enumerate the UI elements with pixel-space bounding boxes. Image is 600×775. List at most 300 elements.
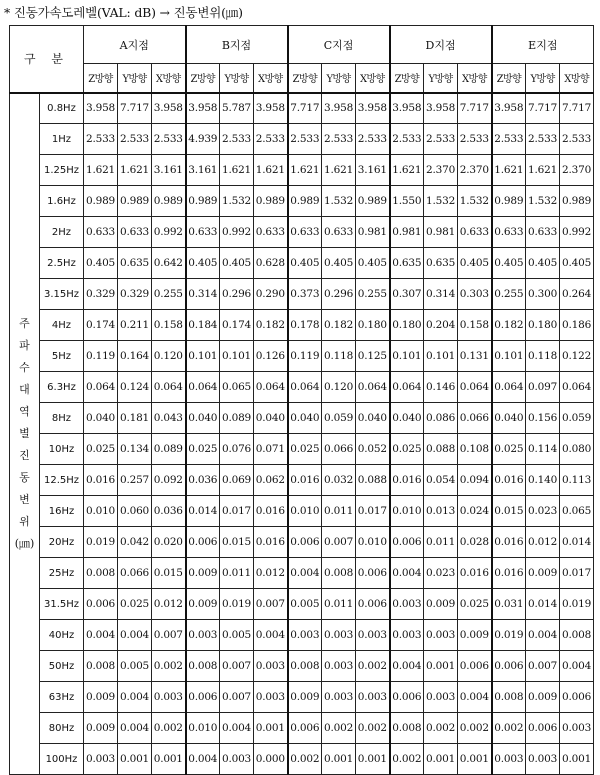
value-cell: 0.992 bbox=[560, 217, 594, 248]
value-cell: 0.006 bbox=[356, 589, 390, 620]
value-cell: 0.101 bbox=[186, 341, 220, 372]
value-cell: 0.628 bbox=[254, 248, 288, 279]
value-cell: 0.635 bbox=[118, 248, 152, 279]
value-cell: 0.373 bbox=[288, 279, 322, 310]
direction-header-c-z: Z방향 bbox=[288, 64, 322, 93]
direction-header-a-z: Z방향 bbox=[84, 64, 118, 93]
value-cell: 0.134 bbox=[118, 434, 152, 465]
value-cell: 0.989 bbox=[560, 186, 594, 217]
value-cell: 0.182 bbox=[254, 310, 288, 341]
value-cell: 0.174 bbox=[84, 310, 118, 341]
value-cell: 0.060 bbox=[118, 496, 152, 527]
value-cell: 0.019 bbox=[492, 620, 526, 651]
value-cell: 0.016 bbox=[84, 465, 118, 496]
frequency-band-label-char: 수 bbox=[19, 360, 30, 374]
value-cell: 0.178 bbox=[288, 310, 322, 341]
value-cell: 0.126 bbox=[254, 341, 288, 372]
value-cell: 7.717 bbox=[118, 93, 152, 124]
value-cell: 0.992 bbox=[152, 217, 186, 248]
frequency-band-label-char: 별 bbox=[19, 426, 30, 440]
value-cell: 0.003 bbox=[356, 620, 390, 651]
table-row bbox=[10, 558, 594, 589]
value-cell: 0.405 bbox=[526, 248, 560, 279]
value-cell: 0.004 bbox=[118, 620, 152, 651]
value-cell: 0.019 bbox=[84, 527, 118, 558]
direction-header-e-z: Z방향 bbox=[492, 64, 526, 93]
value-cell: 0.064 bbox=[390, 372, 424, 403]
value-cell: 0.010 bbox=[186, 713, 220, 744]
value-cell: 0.064 bbox=[458, 372, 492, 403]
table-row bbox=[10, 527, 594, 558]
direction-header-a-y: Y방향 bbox=[118, 64, 152, 93]
value-cell: 0.013 bbox=[424, 496, 458, 527]
value-cell: 0.025 bbox=[84, 434, 118, 465]
value-cell: 0.003 bbox=[322, 682, 356, 713]
value-cell: 0.211 bbox=[118, 310, 152, 341]
value-cell: 0.006 bbox=[560, 682, 594, 713]
value-cell: 0.004 bbox=[118, 682, 152, 713]
value-cell: 0.007 bbox=[254, 589, 288, 620]
value-cell: 0.002 bbox=[458, 713, 492, 744]
value-cell: 0.004 bbox=[526, 620, 560, 651]
frequency-band-label-char: 대 bbox=[19, 382, 30, 396]
value-cell: 0.008 bbox=[560, 620, 594, 651]
value-cell: 0.064 bbox=[560, 372, 594, 403]
frequency-cell: 8Hz bbox=[40, 403, 84, 434]
value-cell: 1.532 bbox=[220, 186, 254, 217]
direction-header-b-z: Z방향 bbox=[186, 64, 220, 93]
table-row bbox=[10, 372, 594, 403]
value-cell: 0.004 bbox=[84, 620, 118, 651]
frequency-band-label-char: 변 bbox=[19, 492, 30, 506]
direction-header-e-y: Y방향 bbox=[526, 64, 560, 93]
value-cell: 0.008 bbox=[390, 713, 424, 744]
value-cell: 0.113 bbox=[560, 465, 594, 496]
value-cell: 0.004 bbox=[390, 558, 424, 589]
value-cell: 0.040 bbox=[356, 403, 390, 434]
value-cell: 0.025 bbox=[186, 434, 220, 465]
value-cell: 0.007 bbox=[220, 682, 254, 713]
frequency-cell: 100Hz bbox=[40, 744, 84, 775]
value-cell: 0.002 bbox=[356, 651, 390, 682]
point-header-c: C지점 bbox=[288, 26, 390, 64]
value-cell: 0.003 bbox=[322, 620, 356, 651]
value-cell: 0.003 bbox=[152, 682, 186, 713]
value-cell: 0.017 bbox=[560, 558, 594, 589]
table-row bbox=[10, 744, 594, 775]
frequency-cell: 20Hz bbox=[40, 527, 84, 558]
direction-header-d-x: X방향 bbox=[458, 64, 492, 93]
table-row bbox=[10, 434, 594, 465]
value-cell: 0.633 bbox=[526, 217, 560, 248]
value-cell: 0.040 bbox=[84, 403, 118, 434]
value-cell: 0.303 bbox=[458, 279, 492, 310]
value-cell: 0.981 bbox=[390, 217, 424, 248]
value-cell: 0.633 bbox=[492, 217, 526, 248]
value-cell: 0.036 bbox=[186, 465, 220, 496]
value-cell: 0.119 bbox=[84, 341, 118, 372]
value-cell: 0.001 bbox=[356, 744, 390, 775]
value-cell: 0.002 bbox=[492, 713, 526, 744]
value-cell: 0.004 bbox=[390, 651, 424, 682]
value-cell: 0.004 bbox=[254, 620, 288, 651]
value-cell: 0.004 bbox=[118, 713, 152, 744]
value-cell: 0.031 bbox=[492, 589, 526, 620]
table-row bbox=[10, 651, 594, 682]
value-cell: 0.405 bbox=[220, 248, 254, 279]
frequency-band-label-char: 주 bbox=[19, 316, 30, 330]
value-cell: 2.533 bbox=[492, 124, 526, 155]
header-row-points bbox=[10, 26, 594, 64]
value-cell: 0.182 bbox=[322, 310, 356, 341]
value-cell: 0.635 bbox=[424, 248, 458, 279]
value-cell: 1.621 bbox=[288, 155, 322, 186]
value-cell: 0.025 bbox=[492, 434, 526, 465]
value-cell: 0.181 bbox=[118, 403, 152, 434]
value-cell: 3.958 bbox=[84, 93, 118, 124]
value-cell: 0.009 bbox=[288, 682, 322, 713]
value-cell: 0.028 bbox=[458, 527, 492, 558]
value-cell: 0.040 bbox=[390, 403, 424, 434]
value-cell: 0.016 bbox=[492, 465, 526, 496]
frequency-cell: 6.3Hz bbox=[40, 372, 84, 403]
table-row bbox=[10, 403, 594, 434]
value-cell: 0.006 bbox=[186, 527, 220, 558]
value-cell: 3.958 bbox=[424, 93, 458, 124]
value-cell: 0.054 bbox=[424, 465, 458, 496]
value-cell: 0.158 bbox=[458, 310, 492, 341]
value-cell: 0.405 bbox=[458, 248, 492, 279]
table-row bbox=[10, 341, 594, 372]
value-cell: 0.007 bbox=[526, 651, 560, 682]
value-cell: 0.003 bbox=[254, 682, 288, 713]
value-cell: 0.255 bbox=[492, 279, 526, 310]
value-cell: 0.001 bbox=[424, 744, 458, 775]
value-cell: 0.003 bbox=[288, 620, 322, 651]
value-cell: 7.717 bbox=[288, 93, 322, 124]
frequency-cell: 12.5Hz bbox=[40, 465, 84, 496]
value-cell: 0.006 bbox=[186, 682, 220, 713]
value-cell: 0.981 bbox=[356, 217, 390, 248]
value-cell: 0.016 bbox=[254, 527, 288, 558]
table-row bbox=[10, 713, 594, 744]
value-cell: 2.533 bbox=[356, 124, 390, 155]
value-cell: 0.001 bbox=[118, 744, 152, 775]
table-row bbox=[10, 620, 594, 651]
vibration-displacement-table bbox=[9, 25, 594, 775]
value-cell: 0.025 bbox=[118, 589, 152, 620]
table-row bbox=[10, 310, 594, 341]
value-cell: 0.005 bbox=[220, 620, 254, 651]
frequency-cell: 2Hz bbox=[40, 217, 84, 248]
value-cell: 0.012 bbox=[152, 589, 186, 620]
value-cell: 0.329 bbox=[118, 279, 152, 310]
value-cell: 0.003 bbox=[84, 744, 118, 775]
frequency-band-label-char: 위 bbox=[19, 514, 30, 528]
value-cell: 0.296 bbox=[220, 279, 254, 310]
value-cell: 0.064 bbox=[186, 372, 220, 403]
value-cell: 0.633 bbox=[458, 217, 492, 248]
value-cell: 0.633 bbox=[254, 217, 288, 248]
frequency-cell: 63Hz bbox=[40, 682, 84, 713]
value-cell: 0.014 bbox=[560, 527, 594, 558]
value-cell: 0.989 bbox=[84, 186, 118, 217]
value-cell: 0.118 bbox=[322, 341, 356, 372]
table-row bbox=[10, 217, 594, 248]
value-cell: 0.066 bbox=[322, 434, 356, 465]
value-cell: 0.101 bbox=[492, 341, 526, 372]
value-cell: 1.621 bbox=[526, 155, 560, 186]
value-cell: 2.533 bbox=[288, 124, 322, 155]
value-cell: 0.023 bbox=[526, 496, 560, 527]
value-cell: 0.005 bbox=[118, 651, 152, 682]
value-cell: 1.621 bbox=[492, 155, 526, 186]
frequency-band-label-char: (㎛) bbox=[14, 536, 35, 550]
value-cell: 0.004 bbox=[220, 713, 254, 744]
value-cell: 0.255 bbox=[356, 279, 390, 310]
value-cell: 0.290 bbox=[254, 279, 288, 310]
value-cell: 0.089 bbox=[220, 403, 254, 434]
point-header-a: A지점 bbox=[84, 26, 186, 64]
value-cell: 7.717 bbox=[560, 93, 594, 124]
value-cell: 0.001 bbox=[152, 744, 186, 775]
value-cell: 1.621 bbox=[84, 155, 118, 186]
table-row bbox=[10, 248, 594, 279]
value-cell: 0.069 bbox=[220, 465, 254, 496]
value-cell: 0.158 bbox=[152, 310, 186, 341]
value-cell: 0.174 bbox=[220, 310, 254, 341]
value-cell: 1.621 bbox=[254, 155, 288, 186]
value-cell: 0.064 bbox=[84, 372, 118, 403]
frequency-band-label-char: 역 bbox=[19, 404, 30, 418]
value-cell: 0.257 bbox=[118, 465, 152, 496]
value-cell: 3.161 bbox=[186, 155, 220, 186]
value-cell: 3.958 bbox=[322, 93, 356, 124]
value-cell: 0.006 bbox=[390, 682, 424, 713]
frequency-cell: 1Hz bbox=[40, 124, 84, 155]
value-cell: 0.097 bbox=[526, 372, 560, 403]
value-cell: 0.006 bbox=[288, 527, 322, 558]
value-cell: 0.012 bbox=[526, 527, 560, 558]
value-cell: 0.015 bbox=[492, 496, 526, 527]
value-cell: 0.015 bbox=[220, 527, 254, 558]
value-cell: 0.006 bbox=[458, 651, 492, 682]
value-cell: 0.156 bbox=[526, 403, 560, 434]
value-cell: 0.014 bbox=[526, 589, 560, 620]
value-cell: 0.405 bbox=[356, 248, 390, 279]
value-cell: 2.533 bbox=[220, 124, 254, 155]
value-cell: 0.001 bbox=[254, 713, 288, 744]
value-cell: 0.094 bbox=[458, 465, 492, 496]
value-cell: 0.101 bbox=[390, 341, 424, 372]
value-cell: 1.550 bbox=[390, 186, 424, 217]
value-cell: 0.140 bbox=[526, 465, 560, 496]
table-row bbox=[10, 279, 594, 310]
corner-header: 구 분 bbox=[10, 26, 84, 93]
frequency-band-label-char: 파 bbox=[19, 338, 30, 352]
value-cell: 0.003 bbox=[356, 682, 390, 713]
frequency-cell: 2.5Hz bbox=[40, 248, 84, 279]
value-cell: 0.003 bbox=[492, 744, 526, 775]
value-cell: 0.118 bbox=[526, 341, 560, 372]
value-cell: 0.059 bbox=[560, 403, 594, 434]
value-cell: 0.007 bbox=[220, 651, 254, 682]
value-cell: 0.010 bbox=[84, 496, 118, 527]
value-cell: 0.007 bbox=[322, 527, 356, 558]
value-cell: 0.006 bbox=[356, 558, 390, 589]
value-cell: 0.314 bbox=[424, 279, 458, 310]
value-cell: 0.006 bbox=[390, 527, 424, 558]
value-cell: 0.004 bbox=[458, 682, 492, 713]
value-cell: 0.009 bbox=[84, 682, 118, 713]
value-cell: 3.958 bbox=[186, 93, 220, 124]
value-cell: 1.532 bbox=[424, 186, 458, 217]
table-row bbox=[10, 186, 594, 217]
value-cell: 0.989 bbox=[356, 186, 390, 217]
value-cell: 0.989 bbox=[288, 186, 322, 217]
value-cell: 0.001 bbox=[424, 651, 458, 682]
value-cell: 0.642 bbox=[152, 248, 186, 279]
value-cell: 0.016 bbox=[492, 527, 526, 558]
value-cell: 0.003 bbox=[322, 651, 356, 682]
value-cell: 0.405 bbox=[84, 248, 118, 279]
value-cell: 0.180 bbox=[390, 310, 424, 341]
value-cell: 0.025 bbox=[458, 589, 492, 620]
direction-header-d-y: Y방향 bbox=[424, 64, 458, 93]
value-cell: 0.010 bbox=[356, 527, 390, 558]
value-cell: 1.532 bbox=[322, 186, 356, 217]
value-cell: 0.005 bbox=[288, 589, 322, 620]
direction-header-c-y: Y방향 bbox=[322, 64, 356, 93]
direction-header-c-x: X방향 bbox=[356, 64, 390, 93]
frequency-cell: 5Hz bbox=[40, 341, 84, 372]
value-cell: 0.008 bbox=[84, 651, 118, 682]
value-cell: 0.003 bbox=[186, 620, 220, 651]
value-cell: 0.000 bbox=[254, 744, 288, 775]
value-cell: 0.040 bbox=[492, 403, 526, 434]
value-cell: 0.001 bbox=[322, 744, 356, 775]
value-cell: 0.633 bbox=[84, 217, 118, 248]
value-cell: 0.004 bbox=[560, 651, 594, 682]
frequency-cell: 25Hz bbox=[40, 558, 84, 589]
value-cell: 0.992 bbox=[220, 217, 254, 248]
value-cell: 0.024 bbox=[458, 496, 492, 527]
point-header-e: E지점 bbox=[492, 26, 594, 64]
frequency-cell: 10Hz bbox=[40, 434, 84, 465]
value-cell: 0.989 bbox=[186, 186, 220, 217]
value-cell: 0.014 bbox=[186, 496, 220, 527]
value-cell: 0.043 bbox=[152, 403, 186, 434]
value-cell: 3.958 bbox=[492, 93, 526, 124]
value-cell: 0.052 bbox=[356, 434, 390, 465]
frequency-cell: 31.5Hz bbox=[40, 589, 84, 620]
value-cell: 2.533 bbox=[322, 124, 356, 155]
value-cell: 0.001 bbox=[458, 744, 492, 775]
value-cell: 0.004 bbox=[288, 558, 322, 589]
frequency-cell: 40Hz bbox=[40, 620, 84, 651]
direction-header-d-z: Z방향 bbox=[390, 64, 424, 93]
value-cell: 1.621 bbox=[390, 155, 424, 186]
value-cell: 0.011 bbox=[220, 558, 254, 589]
value-cell: 0.016 bbox=[492, 558, 526, 589]
value-cell: 0.329 bbox=[84, 279, 118, 310]
point-header-d: D지점 bbox=[390, 26, 492, 64]
value-cell: 2.533 bbox=[424, 124, 458, 155]
value-cell: 2.533 bbox=[390, 124, 424, 155]
value-cell: 0.633 bbox=[288, 217, 322, 248]
value-cell: 0.006 bbox=[84, 589, 118, 620]
value-cell: 0.255 bbox=[152, 279, 186, 310]
value-cell: 5.787 bbox=[220, 93, 254, 124]
frequency-band-label-char: 진 bbox=[19, 448, 30, 462]
value-cell: 0.023 bbox=[424, 558, 458, 589]
value-cell: 0.180 bbox=[526, 310, 560, 341]
value-cell: 0.184 bbox=[186, 310, 220, 341]
value-cell: 0.003 bbox=[526, 744, 560, 775]
value-cell: 0.003 bbox=[424, 620, 458, 651]
value-cell: 0.088 bbox=[356, 465, 390, 496]
value-cell: 0.009 bbox=[186, 558, 220, 589]
table-row bbox=[10, 496, 594, 527]
direction-header-b-x: X방향 bbox=[254, 64, 288, 93]
value-cell: 1.532 bbox=[526, 186, 560, 217]
value-cell: 0.036 bbox=[152, 496, 186, 527]
value-cell: 0.633 bbox=[118, 217, 152, 248]
frequency-band-label bbox=[10, 93, 40, 775]
frequency-cell: 4Hz bbox=[40, 310, 84, 341]
frequency-cell: 80Hz bbox=[40, 713, 84, 744]
value-cell: 0.989 bbox=[118, 186, 152, 217]
value-cell: 1.532 bbox=[458, 186, 492, 217]
value-cell: 1.621 bbox=[322, 155, 356, 186]
table-row bbox=[10, 155, 594, 186]
value-cell: 0.001 bbox=[560, 744, 594, 775]
value-cell: 0.019 bbox=[220, 589, 254, 620]
value-cell: 0.182 bbox=[492, 310, 526, 341]
table-row bbox=[10, 465, 594, 496]
value-cell: 0.405 bbox=[492, 248, 526, 279]
value-cell: 0.064 bbox=[356, 372, 390, 403]
value-cell: 0.092 bbox=[152, 465, 186, 496]
value-cell: 0.009 bbox=[458, 620, 492, 651]
value-cell: 0.032 bbox=[322, 465, 356, 496]
value-cell: 0.040 bbox=[288, 403, 322, 434]
value-cell: 0.006 bbox=[288, 713, 322, 744]
value-cell: 0.025 bbox=[390, 434, 424, 465]
value-cell: 0.071 bbox=[254, 434, 288, 465]
value-cell: 0.003 bbox=[390, 589, 424, 620]
table-row bbox=[10, 124, 594, 155]
table-body bbox=[10, 93, 594, 775]
frequency-band-label-char: 동 bbox=[19, 470, 30, 484]
value-cell: 2.533 bbox=[526, 124, 560, 155]
value-cell: 0.011 bbox=[322, 589, 356, 620]
value-cell: 3.958 bbox=[390, 93, 424, 124]
value-cell: 0.003 bbox=[220, 744, 254, 775]
value-cell: 0.002 bbox=[152, 713, 186, 744]
value-cell: 0.002 bbox=[322, 713, 356, 744]
value-cell: 0.307 bbox=[390, 279, 424, 310]
value-cell: 0.008 bbox=[288, 651, 322, 682]
value-cell: 0.124 bbox=[118, 372, 152, 403]
value-cell: 0.017 bbox=[220, 496, 254, 527]
value-cell: 0.405 bbox=[288, 248, 322, 279]
frequency-cell: 50Hz bbox=[40, 651, 84, 682]
value-cell: 0.405 bbox=[560, 248, 594, 279]
value-cell: 0.120 bbox=[322, 372, 356, 403]
value-cell: 3.958 bbox=[152, 93, 186, 124]
value-cell: 0.405 bbox=[322, 248, 356, 279]
